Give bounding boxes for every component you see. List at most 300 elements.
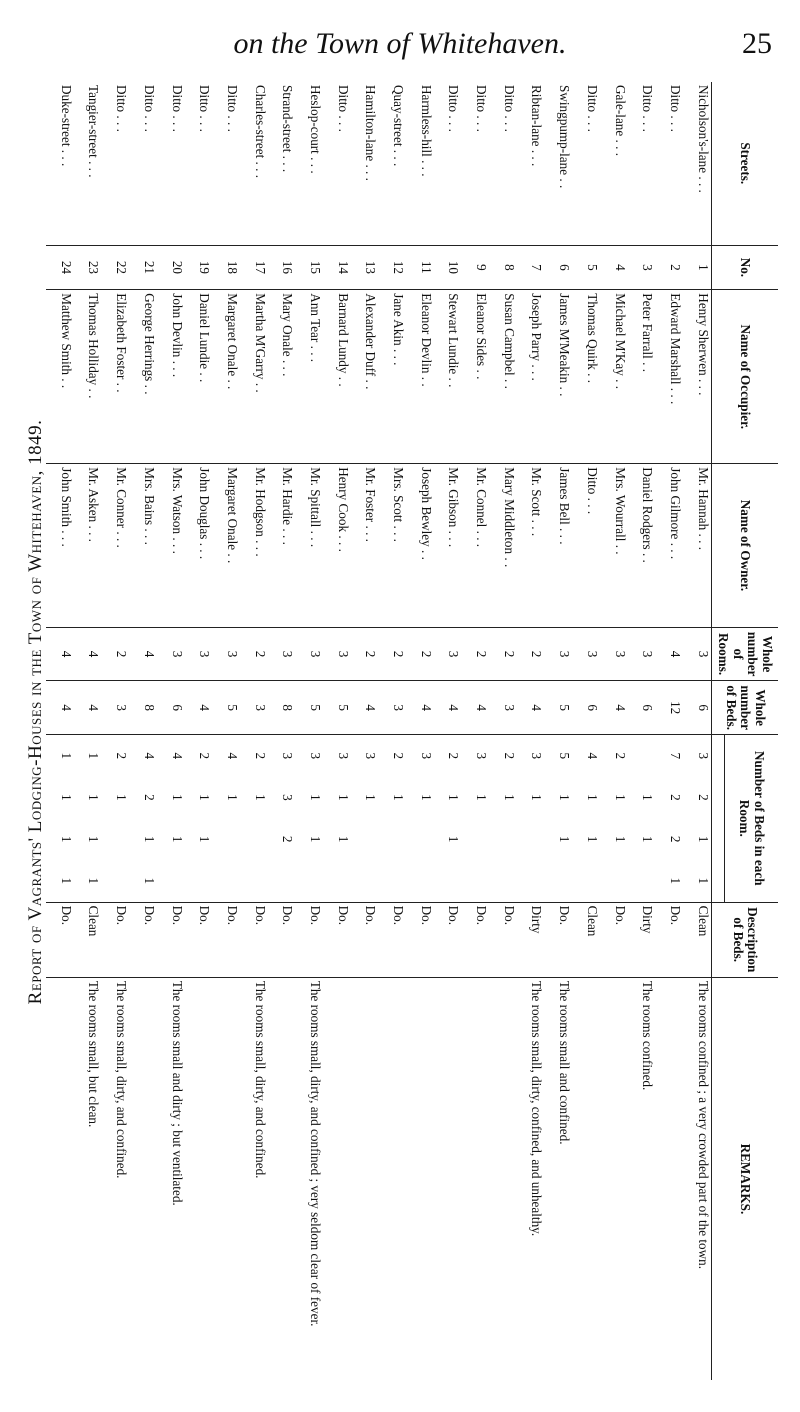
street-cell: Nicholson's-lane . . . <box>695 85 711 193</box>
rooms-cell: 2 <box>517 627 545 681</box>
occupier-cell: Ann Tear . . . <box>295 290 323 464</box>
room-1-beds-cell: 3 <box>683 734 712 776</box>
table-row <box>185 82 213 1380</box>
beds-cell: 4 <box>46 681 74 735</box>
occupier-cell: Margaret Onale . . <box>212 290 240 464</box>
room-1-beds-cell: 3 <box>406 734 434 776</box>
table-row <box>683 82 712 1380</box>
header-no: No. <box>711 245 778 290</box>
table-row <box>572 82 600 1380</box>
rooms-cell: 2 <box>378 627 406 681</box>
rooms-cell: 3 <box>600 627 628 681</box>
street-cell: Ditto . . . <box>584 85 600 132</box>
description-cell: Do. <box>434 902 462 977</box>
room-3-beds-cell: 1 <box>584 835 600 843</box>
beds-cell: 3 <box>378 681 406 735</box>
remarks-cell <box>600 977 628 1380</box>
street-cell: Duke-street . . . <box>58 85 74 167</box>
room-3-beds-cell <box>489 818 517 860</box>
room-1-beds-cell: 2 <box>101 734 129 776</box>
room-1-beds-cell: 4 <box>572 734 600 776</box>
room-1-beds-cell: 1 <box>74 734 102 776</box>
description-cell: Do. <box>489 902 517 977</box>
room-2-beds-cell: 1 <box>474 794 490 801</box>
table-row <box>351 82 379 1380</box>
number-cell: 17 <box>240 245 268 290</box>
running-title: on the Town of Whitehaven. <box>233 27 567 60</box>
room-3-beds-cell: 1 <box>557 835 573 843</box>
rooms-cell: 3 <box>572 627 600 681</box>
description-cell: Do. <box>323 902 351 977</box>
header-occupier: Name of Occupier. <box>711 290 778 464</box>
rooms-cell: 3 <box>434 627 462 681</box>
header-room-3 <box>711 818 724 860</box>
table-row <box>489 82 517 1380</box>
room-4-beds-cell: 1 <box>58 877 74 885</box>
number-cell: 13 <box>351 245 379 290</box>
room-4-beds-cell <box>212 860 240 902</box>
table-row <box>600 82 628 1380</box>
number-cell: 1 <box>683 245 712 290</box>
owner-cell: Mr. Hodgson . . . <box>240 464 268 628</box>
room-2-beds-cell: 1 <box>307 794 323 801</box>
beds-cell: 4 <box>406 681 434 735</box>
beds-cell: 8 <box>129 681 157 735</box>
occupier-cell: Edward Marshall . . . <box>655 290 683 464</box>
room-4-beds-cell <box>185 860 213 902</box>
beds-cell: 5 <box>323 681 351 735</box>
room-1-beds-cell: 7 <box>655 734 683 776</box>
room-4-beds-cell <box>323 860 351 902</box>
room-3-beds-cell <box>461 818 489 860</box>
beds-cell: 3 <box>240 681 268 735</box>
description-cell: Do. <box>157 902 185 977</box>
header-remarks: REMARKS. <box>711 977 778 1380</box>
room-4-beds-cell <box>406 860 434 902</box>
room-1-beds-cell <box>628 734 656 776</box>
description-cell: Do. <box>461 902 489 977</box>
rooms-cell: 2 <box>240 627 268 681</box>
description-cell: Do. <box>378 902 406 977</box>
room-1-beds-cell: 3 <box>517 734 545 776</box>
room-3-beds-cell: 1 <box>640 835 656 843</box>
street-cell: Ditto . . . <box>446 85 462 132</box>
room-2-beds-cell: 1 <box>446 794 462 801</box>
occupier-cell: Michael M'Kay . . <box>600 290 628 464</box>
room-1-beds-cell: 3 <box>268 734 296 776</box>
street-cell: Ditto . . . <box>114 85 130 132</box>
beds-cell: 3 <box>489 681 517 735</box>
owner-cell: Mr. Foster . . . <box>351 464 379 628</box>
description-cell: Do. <box>268 902 296 977</box>
remarks-cell <box>461 977 489 1380</box>
remarks-cell <box>46 977 74 1380</box>
room-4-beds-cell <box>628 860 656 902</box>
room-3-beds-cell: 2 <box>667 835 683 843</box>
owner-cell: Henry Cook . . . <box>323 464 351 628</box>
owner-cell: Mr. Hardie . . . <box>268 464 296 628</box>
beds-cell: 12 <box>655 681 683 735</box>
occupier-cell: Elizabeth Foster . . <box>101 290 129 464</box>
street-cell: Hamilton-lane . . . <box>363 85 379 181</box>
remarks-cell: The rooms small, dirty, and confined ; very seldom clear of fever. <box>295 977 323 1380</box>
table-row <box>240 82 268 1380</box>
street-cell: Quay-street . . . <box>391 85 407 167</box>
owner-cell: John Douglas . . . <box>185 464 213 628</box>
description-cell: Do. <box>655 902 683 977</box>
occupier-cell: John Devlin . . . <box>157 290 185 464</box>
room-3-beds-cell: 1 <box>335 835 351 843</box>
room-4-beds-cell <box>544 860 572 902</box>
table-row <box>628 82 656 1380</box>
room-3-beds-cell: 1 <box>612 835 628 843</box>
header-room-2 <box>711 777 724 819</box>
owner-cell: Mr. Spittall . . . <box>295 464 323 628</box>
room-1-beds-cell: 2 <box>378 734 406 776</box>
rooms-cell: 2 <box>101 627 129 681</box>
remarks-cell <box>351 977 379 1380</box>
description-cell: Do. <box>240 902 268 977</box>
remarks-cell: The rooms small, dirty, and confined. <box>240 977 268 1380</box>
rooms-cell: 2 <box>351 627 379 681</box>
room-3-beds-cell <box>406 818 434 860</box>
rooms-cell: 3 <box>295 627 323 681</box>
remarks-cell <box>185 977 213 1380</box>
occupier-cell: Susan Campbel . . <box>489 290 517 464</box>
beds-cell: 6 <box>683 681 712 735</box>
room-1-beds-cell: 3 <box>323 734 351 776</box>
occupier-cell: Eleanor Devlin . . <box>406 290 434 464</box>
number-cell: 24 <box>46 245 74 290</box>
beds-cell: 4 <box>461 681 489 735</box>
description-cell: Do. <box>406 902 434 977</box>
beds-cell: 8 <box>268 681 296 735</box>
beds-cell: 5 <box>212 681 240 735</box>
occupier-cell: Joseph Parry . . . <box>517 290 545 464</box>
rooms-cell: 2 <box>489 627 517 681</box>
room-2-beds-cell: 1 <box>197 794 213 801</box>
street-cell: Harmless-hill . . . <box>418 85 434 177</box>
number-cell: 22 <box>101 245 129 290</box>
room-2-beds-cell: 1 <box>224 794 240 801</box>
room-2-beds-cell: 1 <box>557 794 573 801</box>
street-cell: Charles-street . . . <box>252 85 268 179</box>
room-2-beds-cell: 2 <box>667 794 683 801</box>
room-2-beds-cell: 1 <box>391 794 407 801</box>
table-row <box>101 82 129 1380</box>
description-cell: Do. <box>544 902 572 977</box>
number-cell: 10 <box>434 245 462 290</box>
rooms-cell: 3 <box>212 627 240 681</box>
room-3-beds-cell: 1 <box>169 835 185 843</box>
room-4-beds-cell <box>378 860 406 902</box>
description-cell: Clean <box>572 902 600 977</box>
number-cell: 21 <box>129 245 157 290</box>
room-4-beds-cell <box>517 860 545 902</box>
room-3-beds-cell: 2 <box>280 835 296 843</box>
room-4-beds-cell <box>572 860 600 902</box>
description-cell: Do. <box>212 902 240 977</box>
beds-cell: 6 <box>572 681 600 735</box>
room-2-beds-cell: 1 <box>584 794 600 801</box>
header-description: Description of Beds. <box>711 902 778 977</box>
occupier-cell: James M'Meakin . . <box>544 290 572 464</box>
table-row <box>378 82 406 1380</box>
owner-cell: Mr. Conner . . . <box>101 464 129 628</box>
number-cell: 5 <box>572 245 600 290</box>
table-row <box>517 82 545 1380</box>
owner-cell: Daniel Rodgers . . <box>628 464 656 628</box>
owner-cell: John Smith . . . <box>46 464 74 628</box>
room-4-beds-cell: 1 <box>695 877 711 885</box>
room-3-beds-cell: 1 <box>446 835 462 843</box>
description-cell: Dirty <box>517 902 545 977</box>
rooms-cell: 2 <box>461 627 489 681</box>
description-cell: Do. <box>295 902 323 977</box>
owner-cell: Mrs. Wourrall . . <box>600 464 628 628</box>
number-cell: 7 <box>517 245 545 290</box>
remarks-cell <box>655 977 683 1380</box>
street-cell: Ditto . . . <box>501 85 517 132</box>
room-4-beds-cell <box>240 860 268 902</box>
street-cell: Ditto . . . <box>335 85 351 132</box>
rooms-cell: 3 <box>185 627 213 681</box>
remarks-cell <box>434 977 462 1380</box>
room-1-beds-cell: 2 <box>600 734 628 776</box>
occupier-cell: Eleanor Sides . . <box>461 290 489 464</box>
rooms-cell: 2 <box>406 627 434 681</box>
room-3-beds-cell <box>240 818 268 860</box>
rooms-cell: 3 <box>268 627 296 681</box>
remarks-cell: The rooms small and confined. <box>544 977 572 1380</box>
room-2-beds-cell: 1 <box>501 794 517 801</box>
description-cell: Clean <box>683 902 712 977</box>
remarks-cell: The rooms small, dirty, and confined. <box>101 977 129 1380</box>
beds-cell: 5 <box>295 681 323 735</box>
beds-cell: 4 <box>517 681 545 735</box>
remarks-cell <box>489 977 517 1380</box>
rooms-cell: 4 <box>74 627 102 681</box>
room-3-beds-cell: 1 <box>86 835 102 843</box>
remarks-cell: The rooms confined. <box>628 977 656 1380</box>
occupier-cell: Barnard Lundy . . <box>323 290 351 464</box>
table-row <box>295 82 323 1380</box>
owner-cell: Mrs. Scott . . . <box>378 464 406 628</box>
street-cell: Swingpump-lane . . <box>557 85 573 189</box>
owner-cell: Mrs. Bains . . . <box>129 464 157 628</box>
occupier-cell: Henry Sherwen . . . <box>683 290 712 464</box>
remarks-cell <box>406 977 434 1380</box>
description-cell: Do. <box>351 902 379 977</box>
table-row <box>129 82 157 1380</box>
room-4-beds-cell <box>600 860 628 902</box>
number-cell: 2 <box>655 245 683 290</box>
room-1-beds-cell: 4 <box>212 734 240 776</box>
room-3-beds-cell: 1 <box>695 835 711 843</box>
rooms-cell: 4 <box>46 627 74 681</box>
remarks-cell <box>378 977 406 1380</box>
room-1-beds-cell: 4 <box>129 734 157 776</box>
header-room-1 <box>711 734 724 776</box>
owner-cell: Mary Middleton . . <box>489 464 517 628</box>
street-cell: Strand-street . . . <box>280 85 296 173</box>
rooms-cell: 3 <box>323 627 351 681</box>
owner-cell: Joseph Bewley . . <box>406 464 434 628</box>
table-row <box>655 82 683 1380</box>
room-2-beds-cell: 1 <box>612 794 628 801</box>
number-cell: 9 <box>461 245 489 290</box>
owner-cell: Mr. Scott . . . <box>517 464 545 628</box>
owner-cell: James Bell . . . <box>544 464 572 628</box>
room-4-beds-cell <box>461 860 489 902</box>
beds-cell: 4 <box>434 681 462 735</box>
table-row <box>434 82 462 1380</box>
room-2-beds-cell: 1 <box>335 794 351 801</box>
description-cell: Do. <box>600 902 628 977</box>
rooms-cell: 4 <box>129 627 157 681</box>
owner-cell: Ditto . . . <box>572 464 600 628</box>
occupier-cell: Martha M'Garry . . <box>240 290 268 464</box>
rooms-cell: 3 <box>628 627 656 681</box>
remarks-cell: The rooms confined ; a very crowded part of the town. <box>683 977 712 1380</box>
street-cell: Ditto . . . <box>667 85 683 132</box>
room-4-beds-cell <box>351 860 379 902</box>
room-3-beds-cell <box>351 818 379 860</box>
table-row <box>461 82 489 1380</box>
street-cell: Ditto . . . <box>197 85 213 132</box>
room-4-beds-cell <box>434 860 462 902</box>
room-4-beds-cell: 1 <box>667 877 683 885</box>
description-cell: Do. <box>101 902 129 977</box>
header-beds-each-room: Number of Beds in each Room. <box>724 734 778 902</box>
occupier-cell: George Herrings . . <box>129 290 157 464</box>
remarks-cell <box>323 977 351 1380</box>
occupier-cell: Daniel Lundie . . <box>185 290 213 464</box>
header-owner: Name of Owner. <box>711 464 778 628</box>
street-cell: Ribtan-lane . . . <box>529 85 545 167</box>
remarks-cell <box>129 977 157 1380</box>
occupier-cell: Peter Farrall . . <box>628 290 656 464</box>
occupier-cell: Stewart Lundie . . <box>434 290 462 464</box>
table-row <box>268 82 296 1380</box>
rooms-cell: 3 <box>544 627 572 681</box>
occupier-cell: Thomas Quirk . . <box>572 290 600 464</box>
room-3-beds-cell: 1 <box>58 835 74 843</box>
room-2-beds-cell: 1 <box>252 794 268 801</box>
room-2-beds-cell: 1 <box>529 794 545 801</box>
page-number: 25 <box>742 27 772 60</box>
room-3-beds-cell: 1 <box>307 835 323 843</box>
table-frame <box>58 82 778 1380</box>
owner-cell: Mr. Asken . . . <box>74 464 102 628</box>
owner-cell: Mr. Connel . . . <box>461 464 489 628</box>
rooms-cell: 3 <box>157 627 185 681</box>
description-cell: Clean <box>74 902 102 977</box>
room-1-beds-cell: 3 <box>461 734 489 776</box>
remarks-cell <box>268 977 296 1380</box>
header-room-4 <box>711 860 724 902</box>
room-2-beds-cell: 1 <box>114 794 130 801</box>
table-row <box>157 82 185 1380</box>
room-4-beds-cell <box>268 860 296 902</box>
rooms-cell: 3 <box>683 627 712 681</box>
table-body <box>46 82 711 1380</box>
room-4-beds-cell <box>489 860 517 902</box>
beds-cell: 4 <box>74 681 102 735</box>
table-row <box>406 82 434 1380</box>
room-2-beds-cell: 1 <box>640 794 656 801</box>
header-beds: Whole number of Beds. <box>711 681 778 735</box>
beds-cell: 4 <box>600 681 628 735</box>
description-cell: Do. <box>46 902 74 977</box>
room-1-beds-cell: 2 <box>185 734 213 776</box>
beds-cell: 6 <box>628 681 656 735</box>
room-1-beds-cell: 2 <box>434 734 462 776</box>
remarks-cell: The rooms small and dirty ; but ventilated. <box>157 977 185 1380</box>
occupier-cell: Mary Onale . . . <box>268 290 296 464</box>
room-2-beds-cell: 1 <box>169 794 185 801</box>
number-cell: 12 <box>378 245 406 290</box>
table-row <box>212 82 240 1380</box>
table-row <box>74 82 102 1380</box>
number-cell: 8 <box>489 245 517 290</box>
street-cell: Heslop-court . . . <box>307 85 323 174</box>
room-2-beds-cell: 1 <box>58 794 74 801</box>
street-cell: Ditto . . . <box>169 85 185 132</box>
number-cell: 19 <box>185 245 213 290</box>
room-4-beds-cell <box>295 860 323 902</box>
room-2-beds-cell: 1 <box>418 794 434 801</box>
number-cell: 15 <box>295 245 323 290</box>
occupier-cell: Thomas Holliday . . <box>74 290 102 464</box>
street-cell: Gale-lane . . . <box>612 85 628 157</box>
rooms-cell: 4 <box>655 627 683 681</box>
beds-cell: 3 <box>101 681 129 735</box>
street-cell: Ditto . . . <box>640 85 656 132</box>
room-2-beds-cell: 2 <box>141 794 157 801</box>
room-3-beds-cell: 1 <box>141 835 157 843</box>
room-3-beds-cell: 1 <box>197 835 213 843</box>
street-cell: Ditto . . . <box>141 85 157 132</box>
room-3-beds-cell <box>378 818 406 860</box>
header-streets: Streets. <box>711 82 778 245</box>
beds-cell: 4 <box>185 681 213 735</box>
owner-cell: Mrs. Watson . . . <box>157 464 185 628</box>
description-cell: Dirty <box>628 902 656 977</box>
room-2-beds-cell: 3 <box>280 794 296 801</box>
beds-cell: 6 <box>157 681 185 735</box>
street-cell: Tangier-street . . . <box>86 85 102 178</box>
room-4-beds-cell <box>157 860 185 902</box>
street-cell: Ditto . . . <box>224 85 240 132</box>
street-cell: Ditto . . . <box>474 85 490 132</box>
room-1-beds-cell: 2 <box>240 734 268 776</box>
lodging-houses-table <box>46 82 778 1380</box>
beds-cell: 4 <box>351 681 379 735</box>
number-cell: 6 <box>544 245 572 290</box>
room-1-beds-cell: 4 <box>157 734 185 776</box>
number-cell: 16 <box>268 245 296 290</box>
number-cell: 11 <box>406 245 434 290</box>
room-1-beds-cell: 3 <box>351 734 379 776</box>
number-cell: 20 <box>157 245 185 290</box>
room-1-beds-cell: 3 <box>295 734 323 776</box>
occupier-cell: Matthew Smith . . <box>46 290 74 464</box>
room-1-beds-cell: 1 <box>46 734 74 776</box>
room-1-beds-cell: 2 <box>489 734 517 776</box>
remarks-cell: The rooms small, but clean. <box>74 977 102 1380</box>
room-2-beds-cell: 1 <box>86 794 102 801</box>
